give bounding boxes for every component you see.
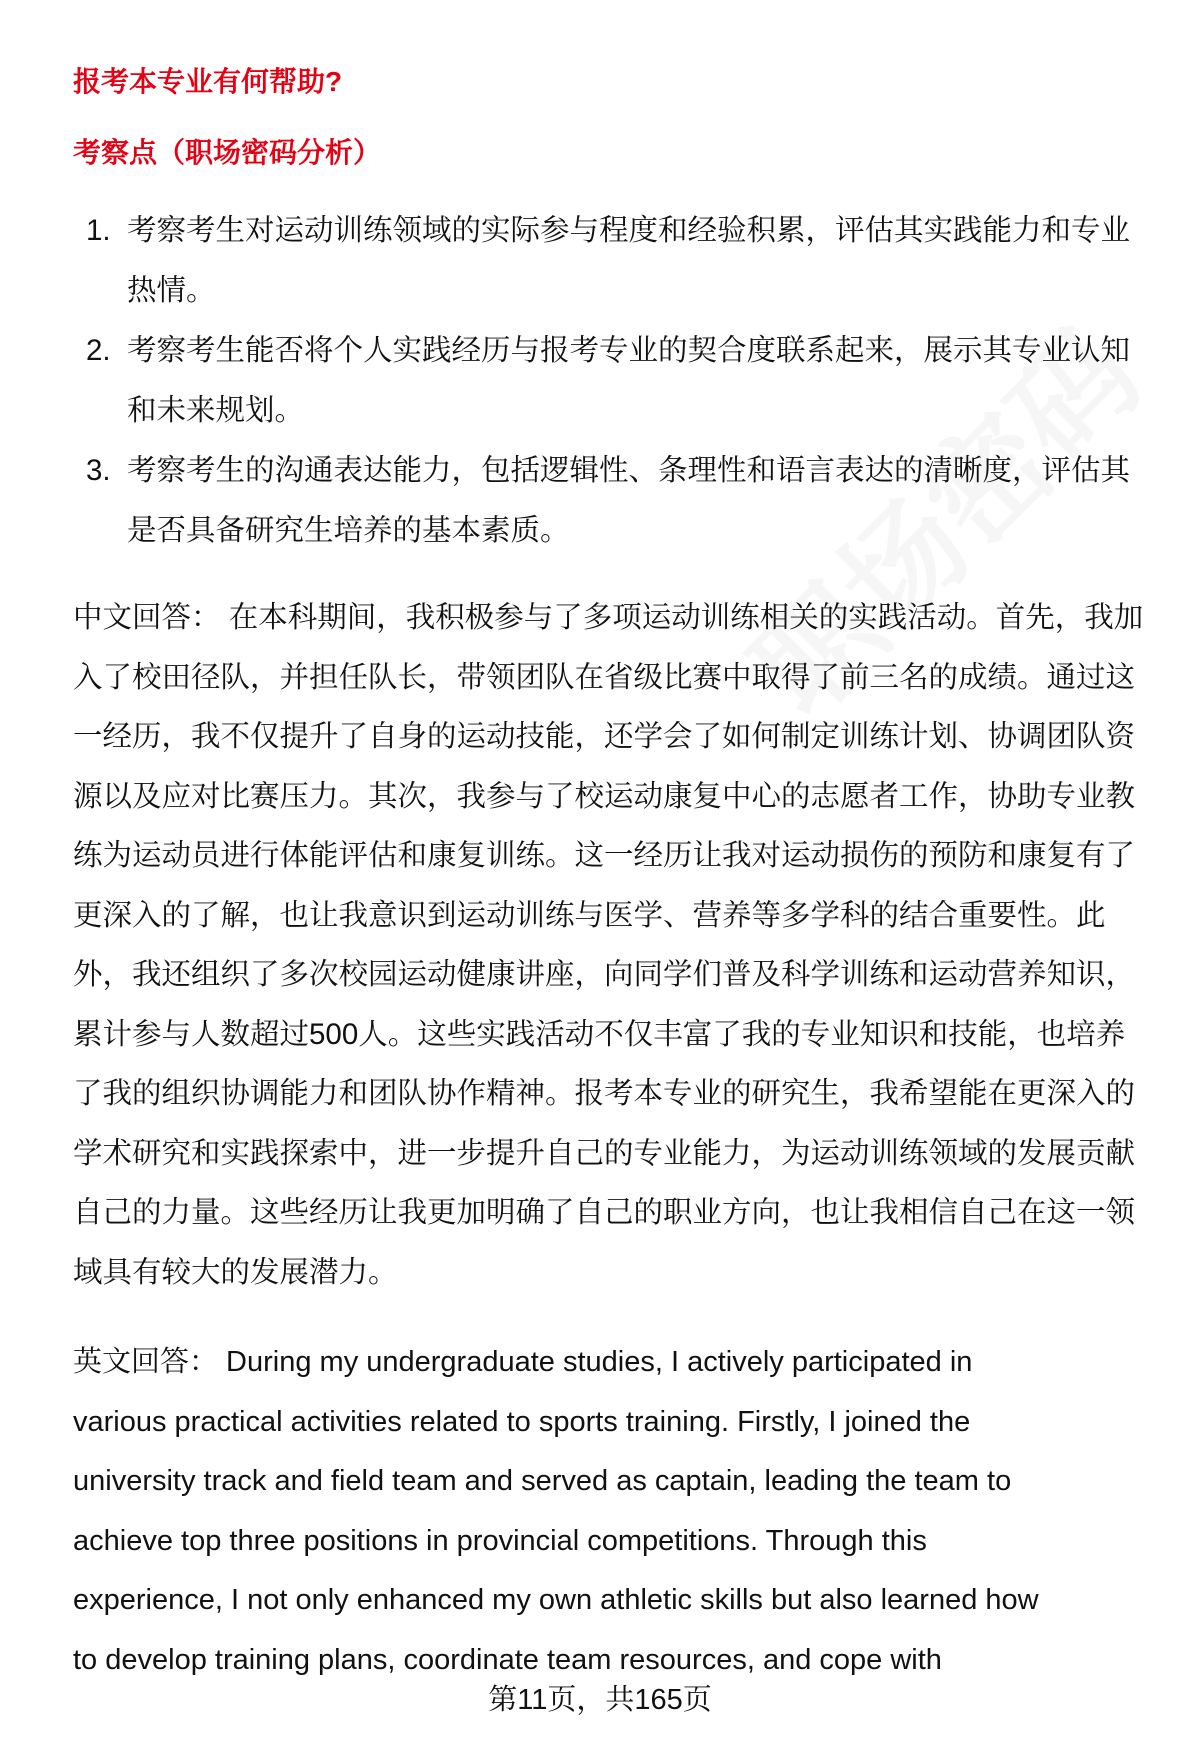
english-answer-line: various practical activities related to sports training. Firstly, I joined the	[73, 1405, 971, 1438]
chinese-answer-line: 外，我还组织了多次校园运动健康讲座，向同学们普及科学训练和运动营养知识，	[73, 958, 1136, 991]
chinese-answer-line: 域具有较大的发展潜力。	[73, 1255, 398, 1289]
list-item-text: 和未来规划。	[127, 393, 305, 427]
list-number: 1.	[86, 214, 111, 247]
list-number: 3.	[86, 454, 111, 487]
list-item-text: 考察考生的沟通表达能力，包括逻辑性、条理性和语言表达的清晰度，评估其	[127, 454, 1131, 487]
chinese-answer-line: 累计参与人数超过500人。这些实践活动不仅丰富了我的专业知识和技能，也培养	[73, 1017, 1126, 1051]
english-answer-line: 英文回答： During my undergraduate studies, I actively participated in	[73, 1346, 973, 1378]
chinese-answer-line: 自己的力量。这些经历让我更加明确了自己的职业方向，也让我相信自己在这一领	[73, 1196, 1136, 1229]
page-footer: 第11页，共165页	[488, 1684, 712, 1716]
list-item-text: 是否具备研究生培养的基本素质。	[127, 513, 570, 547]
chinese-answer-line: 入了校田径队，并担任队长，带领团队在省级比赛中取得了前三名的成绩。通过这	[73, 660, 1136, 694]
english-answer-line: achieve top three positions in provincial competitions. Through this	[73, 1524, 927, 1557]
english-answer-line: experience, I not only enhanced my own athletic skills but also learned how	[73, 1584, 1039, 1616]
chinese-answer-line: 了我的组织协调能力和团队协作精神。报考本专业的研究生，我希望能在更深入的	[73, 1077, 1136, 1110]
english-answer-line: university track and field team and served as captain, leading the team to	[73, 1465, 1012, 1497]
chinese-answer-line: 更深入的了解，也让我意识到运动训练与医学、营养等多学科的结合重要性。此	[73, 898, 1106, 932]
chinese-answer-line: 源以及应对比赛压力。其次，我参与了校运动康复中心的志愿者工作，协助专业教	[73, 779, 1136, 813]
chinese-answer-line: 一经历，我不仅提升了自身的运动技能，还学会了如何制定训练计划、协调团队资	[73, 720, 1136, 753]
list-item-text: 考察考生对运动训练领域的实际参与程度和经验积累，评估其实践能力和专业	[127, 214, 1131, 247]
section-title: 报考本专业有何帮助?	[73, 66, 343, 97]
section-subtitle: 考察点（职场密码分析）	[73, 137, 382, 168]
list-item-text: 考察考生能否将个人实践经历与报考专业的契合度联系起来，展示其专业认知	[127, 334, 1131, 367]
list-number: 2.	[86, 334, 111, 367]
list-item-text: 热情。	[127, 273, 216, 307]
english-answer-line: to develop training plans, coordinate team resources, and cope with	[73, 1643, 942, 1676]
chinese-answer-line: 中文回答： 在本科期间，我积极参与了多项运动训练相关的实践活动。首先，我加	[73, 601, 1144, 634]
chinese-answer-line: 练为运动员进行体能评估和康复训练。这一经历让我对运动损伤的预防和康复有了	[73, 839, 1136, 872]
chinese-answer-line: 学术研究和实践探索中，进一步提升自己的专业能力，为运动训练领域的发展贡献	[73, 1136, 1136, 1170]
